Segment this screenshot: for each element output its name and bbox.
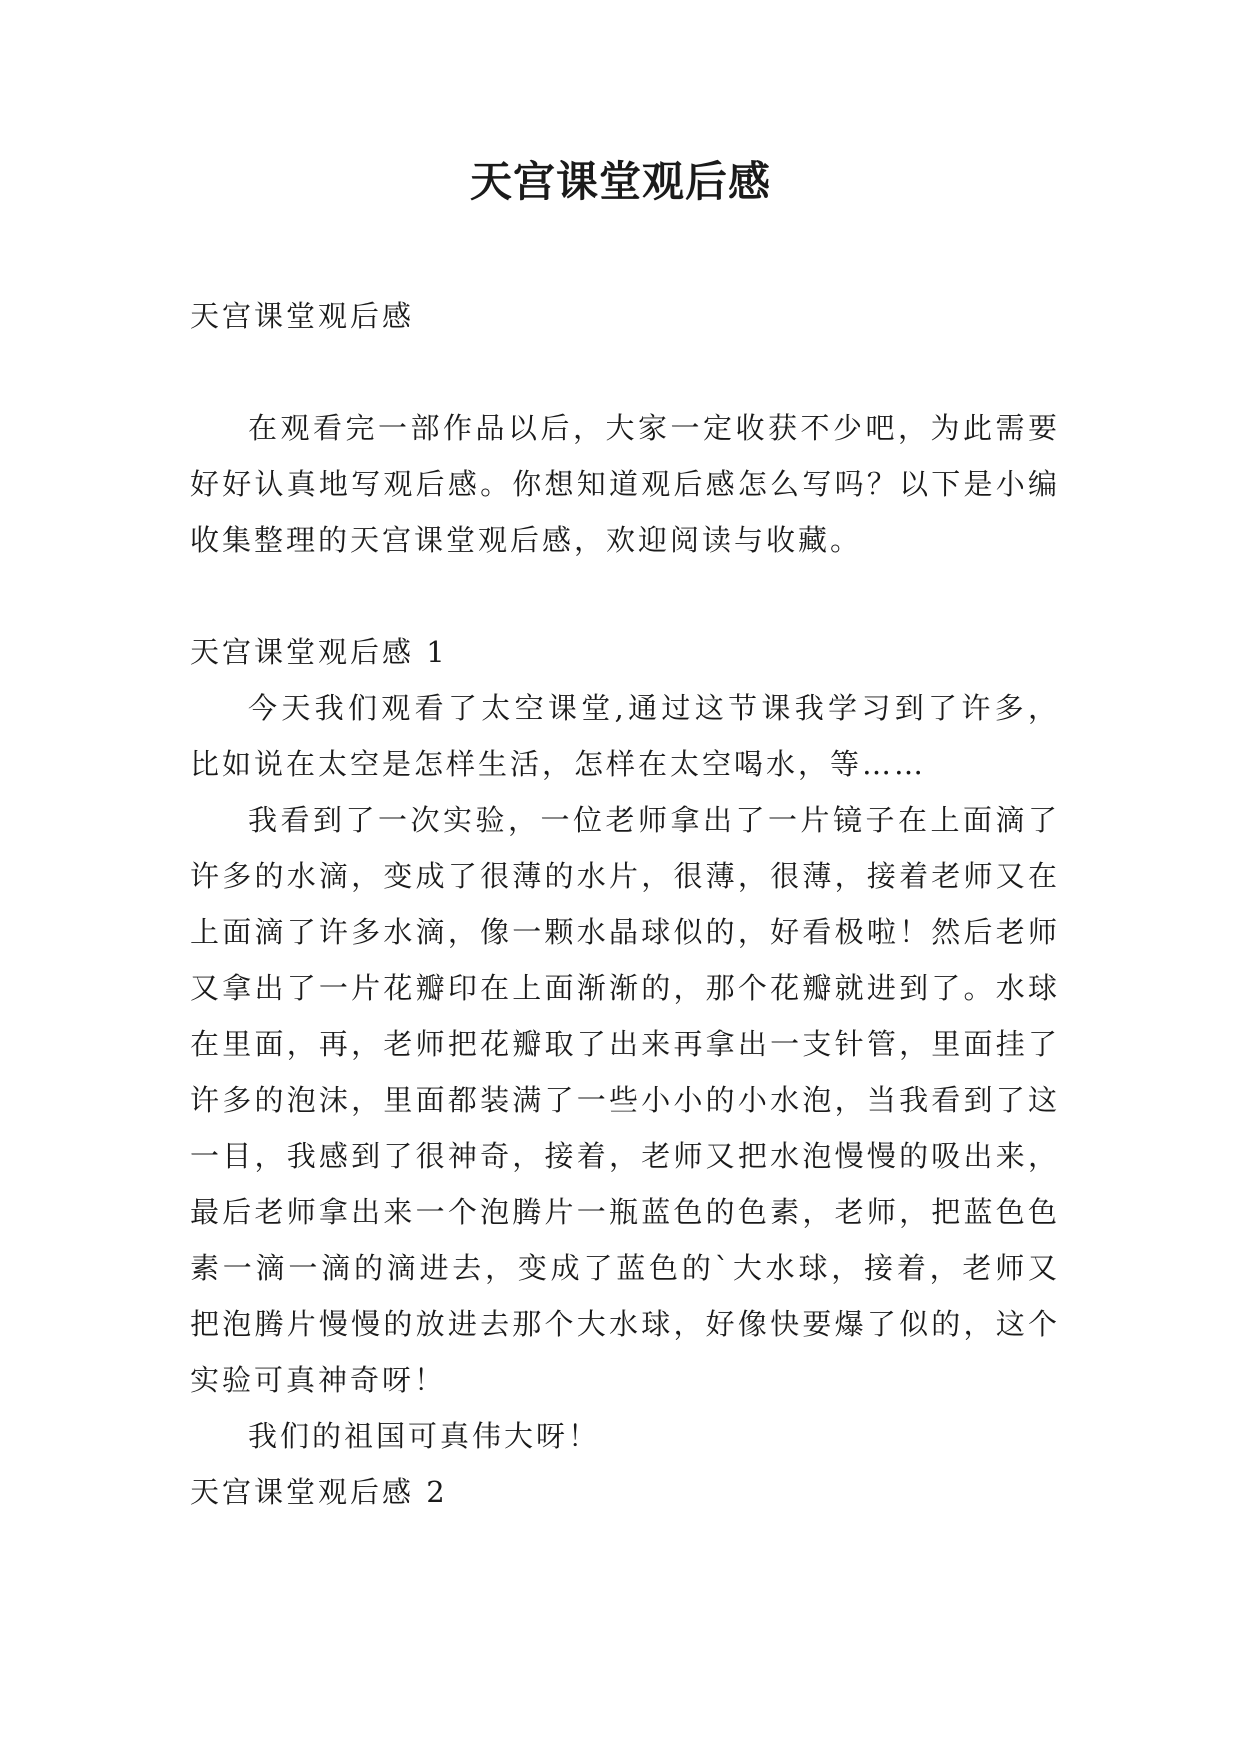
document-subtitle: 天宫课堂观后感	[190, 299, 415, 333]
section-1-paragraph-2: 我看到了一次实验，一位老师拿出了一片镜子在上面滴了许多的水滴，变成了很薄的水片，很薄，很薄，接着老师又在上面滴了许多水滴，像一颗水晶球似的，好看极啦！然后老师又拿出了一片花瓣印在上面渐渐的，那个花瓣就进到了。水球在里面，再，老师把花瓣取了出来再拿出一支针管，里面挂了许多的泡沫，里面都装满了一些小小的小水泡，当我看到了这一目，我感到了很神奇，接着，老师又把水泡慢慢的吸出来，最后老师拿出来一个泡腾片一瓶蓝色的色素，老师，把蓝色色素一滴一滴的滴进去，变成了蓝色的`大水球，接着，老师又把泡腾片慢慢的放进去那个大水球，好像快要爆了似的，这个实验可真神奇呀！	[190, 803, 1060, 1397]
section-heading-1: 天宫课堂观后感 1	[190, 635, 448, 669]
section-heading-2: 天宫课堂观后感 2	[190, 1475, 448, 1509]
document-title: 天宫课堂观后感	[469, 157, 771, 206]
section-1-paragraph-1: 今天我们观看了太空课堂,通过这节课我学习到了许多，比如说在太空是怎样生活，怎样在太空喝水，等……	[190, 691, 1060, 781]
intro-paragraph: 在观看完一部作品以后，大家一定收获不少吧，为此需要好好认真地写观后感。你想知道观后感怎么写吗？以下是小编收集整理的天宫课堂观后感，欢迎阅读与收藏。	[190, 411, 1060, 557]
section-1-paragraph-3: 我们的祖国可真伟大呀！	[248, 1419, 601, 1453]
document-body	[190, 288, 1060, 1520]
